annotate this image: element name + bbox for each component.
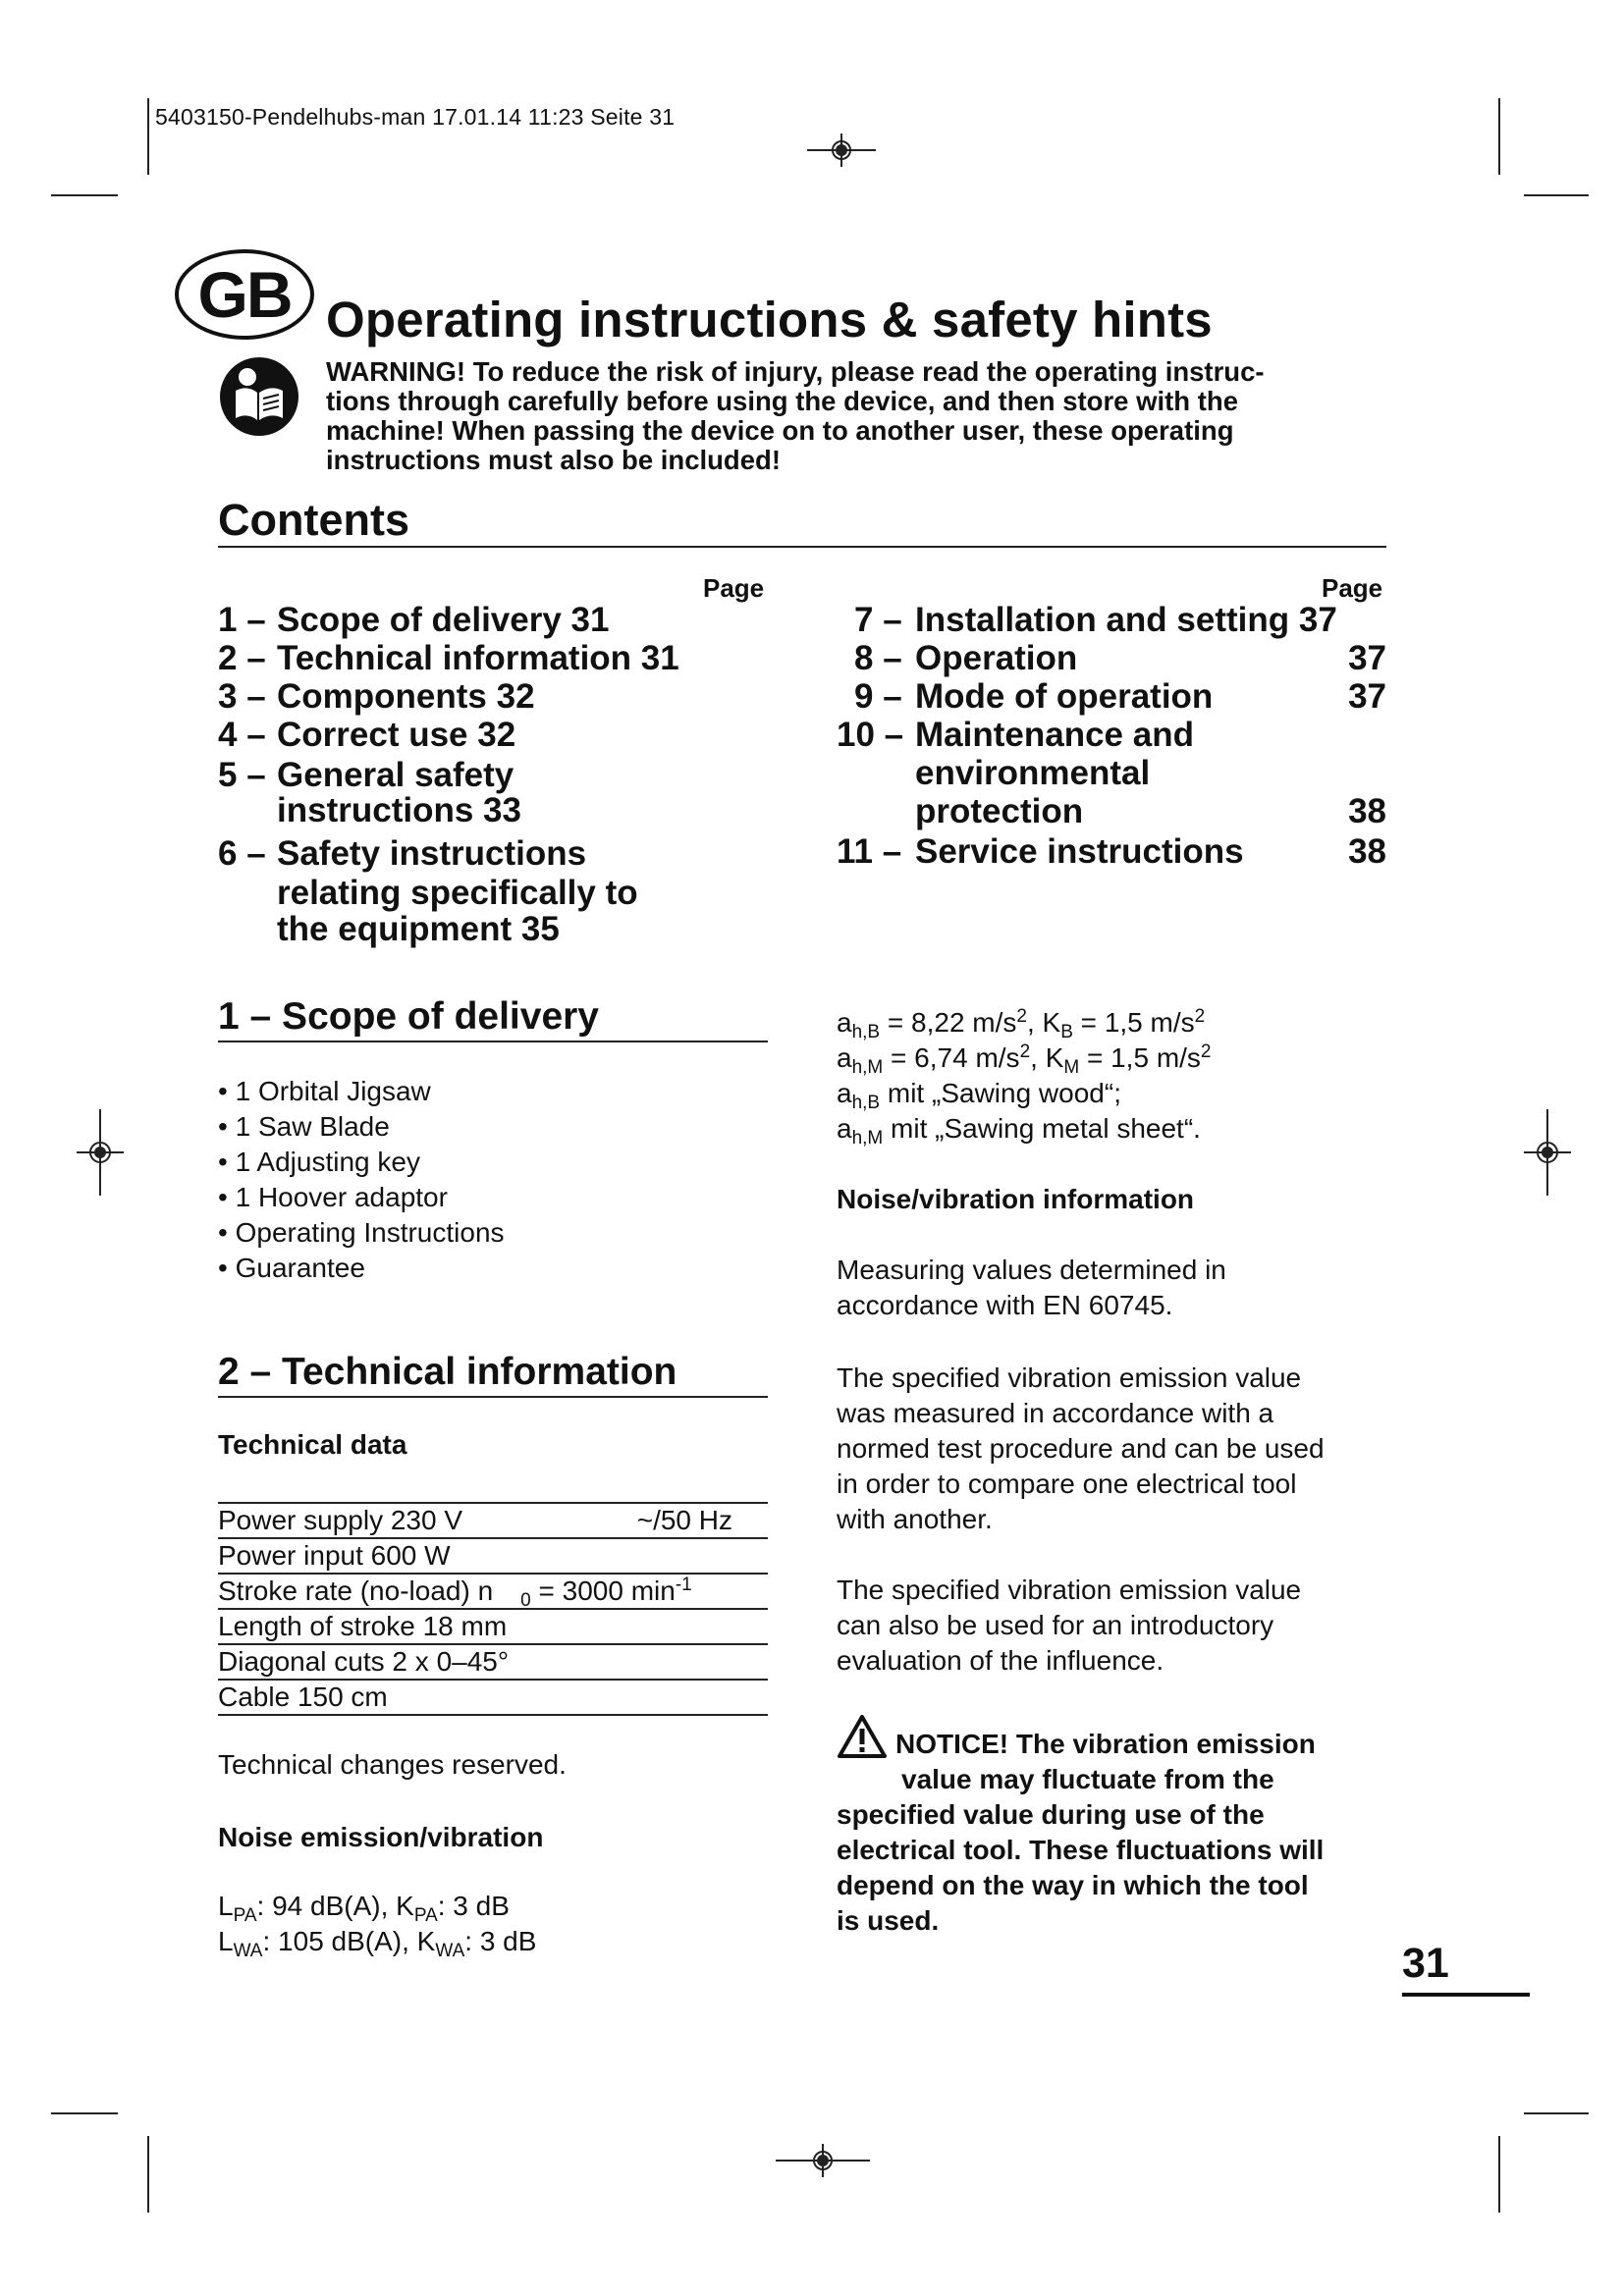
table-cell bbox=[576, 1503, 768, 1538]
value: : 3 dB bbox=[464, 1926, 537, 1956]
symbol: L bbox=[218, 1926, 234, 1956]
table-cell-label: Diagonal cuts 2 x 0–45° bbox=[218, 1646, 510, 1677]
text-line: electrical tool. These fluctuations will bbox=[837, 1835, 1325, 1865]
section-heading: 1 – Scope of delivery bbox=[218, 995, 600, 1038]
text-line: accordance with EN 60745. bbox=[837, 1290, 1173, 1320]
table-cell-label: Power input 600 W bbox=[218, 1540, 451, 1571]
toc-number: 9 – bbox=[854, 677, 902, 716]
subscript: 0 bbox=[520, 1590, 531, 1611]
vibration-line bbox=[837, 1005, 1212, 1041]
warning-line: WARNING! To reduce the risk of injury, please read the operating instruc- bbox=[326, 356, 1265, 387]
superscript: 2 bbox=[1019, 1041, 1031, 1062]
toc-title: Service instructions bbox=[915, 832, 1244, 871]
toc-title: Installation and setting 37 bbox=[915, 601, 1337, 639]
toc-number: 2 – bbox=[218, 639, 266, 677]
country-badge: GB bbox=[175, 249, 314, 340]
table-cell-label: Length of stroke 18 mm bbox=[218, 1611, 508, 1641]
list-item: • Guarantee bbox=[218, 1251, 505, 1286]
symbol: a bbox=[837, 1042, 852, 1073]
divider bbox=[1402, 1993, 1530, 1997]
value: = 1,5 m/s bbox=[1072, 1007, 1195, 1038]
toc-title: Components 32 bbox=[277, 677, 535, 716]
crop-mark bbox=[51, 194, 118, 196]
list-item: • 1 Orbital Jigsaw bbox=[218, 1074, 505, 1109]
table-row bbox=[218, 1680, 768, 1715]
text-line: The specified vibration emission value bbox=[837, 1575, 1302, 1605]
toc-title: environmental bbox=[915, 754, 1151, 792]
toc-title: Maintenance and bbox=[915, 716, 1194, 754]
paragraph bbox=[837, 1253, 1406, 1323]
read-manual-icon bbox=[218, 355, 300, 438]
text-line: with another. bbox=[837, 1504, 993, 1534]
paragraph bbox=[837, 1573, 1406, 1679]
technical-changes-note: Technical changes reserved. bbox=[218, 1749, 567, 1780]
table-cell-label: Stroke rate (no-load) n bbox=[218, 1575, 494, 1606]
list-item: • 1 Saw Blade bbox=[218, 1109, 505, 1145]
table-cell bbox=[218, 1503, 576, 1538]
notice-text: NOTICE! The vibration emission bbox=[895, 1729, 1316, 1759]
symbol: a bbox=[837, 1078, 852, 1108]
symbol: a bbox=[837, 1007, 852, 1038]
value: : 105 dB(A), K bbox=[262, 1926, 436, 1956]
value: : 94 dB(A), K bbox=[256, 1891, 414, 1921]
warning-triangle-icon bbox=[837, 1714, 888, 1759]
crop-mark bbox=[51, 2112, 118, 2114]
page-column-label: Page bbox=[703, 573, 765, 603]
subheading: Noise emission/vibration bbox=[218, 1822, 544, 1852]
divider bbox=[218, 1041, 768, 1042]
table-cell bbox=[218, 1574, 768, 1609]
vibration-line bbox=[837, 1041, 1212, 1076]
warning-line: machine! When passing the device on to another user, these operating bbox=[326, 415, 1234, 446]
toc-right bbox=[837, 601, 1386, 895]
list-item: • 1 Hoover adaptor bbox=[218, 1180, 505, 1215]
subscript: h,B bbox=[851, 1022, 881, 1042]
value: = 6,74 m/s bbox=[883, 1042, 1020, 1073]
page-title: Operating instructions & safety hints bbox=[326, 292, 1213, 347]
subheading: Noise/vibration information bbox=[837, 1184, 1195, 1214]
vibration-values bbox=[837, 1005, 1212, 1147]
toc-title: Mode of operation bbox=[915, 677, 1214, 716]
symbol: L bbox=[218, 1891, 234, 1921]
toc-number: 5 – bbox=[218, 756, 266, 794]
contents-title: Contents bbox=[218, 495, 409, 545]
subscript: B bbox=[1060, 1022, 1073, 1042]
notice-block bbox=[837, 1714, 1386, 1939]
toc-page: 37 bbox=[1348, 677, 1386, 716]
toc-left bbox=[218, 601, 768, 954]
subscript: PA bbox=[413, 1905, 438, 1926]
crop-mark bbox=[1498, 98, 1500, 175]
toc-number: 10 – bbox=[837, 716, 904, 754]
toc-number: 4 – bbox=[218, 716, 266, 754]
table-row bbox=[218, 1644, 768, 1680]
value: = 8,22 m/s bbox=[880, 1007, 1017, 1038]
divider bbox=[218, 546, 1386, 548]
table-row bbox=[218, 1609, 768, 1644]
subscript: h,M bbox=[851, 1057, 884, 1078]
value: mit „Sawing wood“; bbox=[880, 1078, 1121, 1108]
crop-mark bbox=[147, 98, 149, 175]
paragraph bbox=[837, 1361, 1406, 1537]
table-cell-label: Power supply 230 V bbox=[218, 1505, 463, 1535]
delivery-list bbox=[218, 1074, 505, 1286]
text-line: evaluation of the influence. bbox=[837, 1645, 1164, 1676]
page-column-label: Page bbox=[1322, 573, 1383, 603]
lpa-line bbox=[218, 1889, 536, 1924]
toc-title: Scope of delivery 31 bbox=[277, 601, 610, 639]
toc-number: 1 – bbox=[218, 601, 266, 639]
text-line: value may fluctuate from the bbox=[901, 1764, 1274, 1794]
text-line: in order to compare one electrical tool bbox=[837, 1468, 1297, 1499]
table-row bbox=[218, 1538, 768, 1574]
text-line: was measured in accordance with a bbox=[837, 1398, 1274, 1428]
subscript: WA bbox=[233, 1941, 263, 1961]
registration-mark-icon bbox=[77, 1109, 124, 1196]
subscript: h,M bbox=[851, 1128, 884, 1148]
toc-title: Technical information 31 bbox=[277, 639, 679, 677]
registration-mark-icon bbox=[776, 2144, 870, 2177]
value: mit „Sawing metal sheet“. bbox=[883, 1113, 1201, 1144]
toc-number: 3 – bbox=[218, 677, 266, 716]
registration-mark-icon bbox=[807, 133, 876, 167]
value: , K bbox=[1026, 1007, 1061, 1038]
vibration-line bbox=[837, 1111, 1212, 1147]
text-line: Measuring values determined in bbox=[837, 1255, 1226, 1285]
toc-title: relating specifically to bbox=[277, 874, 638, 912]
subscript: M bbox=[1063, 1057, 1080, 1078]
text-line: specified value during use of the bbox=[837, 1799, 1265, 1830]
table-cell bbox=[218, 1680, 768, 1715]
superscript: 2 bbox=[1200, 1041, 1212, 1062]
table-row bbox=[218, 1574, 768, 1609]
value: = 1,5 m/s bbox=[1079, 1042, 1201, 1073]
table-cell bbox=[218, 1644, 768, 1680]
table-row bbox=[218, 1503, 768, 1538]
crop-mark bbox=[1498, 2136, 1500, 2213]
superscript: -1 bbox=[675, 1575, 692, 1595]
toc-number: 8 – bbox=[854, 639, 902, 677]
print-slug: 5403150-Pendelhubs-man 17.01.14 11:23 Seite 31 bbox=[155, 104, 676, 130]
table-cell-label: Cable 150 cm bbox=[218, 1682, 388, 1712]
text-line: depend on the way in which the tool bbox=[837, 1870, 1309, 1900]
subscript: PA bbox=[233, 1905, 257, 1926]
list-item: • Operating Instructions bbox=[218, 1215, 505, 1251]
toc-title: Operation bbox=[915, 639, 1078, 677]
technical-data-table bbox=[218, 1502, 768, 1716]
crop-mark bbox=[1524, 194, 1589, 196]
superscript: 2 bbox=[1016, 1006, 1027, 1027]
lwa-line bbox=[218, 1924, 536, 1959]
vibration-line bbox=[837, 1076, 1212, 1111]
text-line: The specified vibration emission value bbox=[837, 1362, 1302, 1393]
subheading: Technical data bbox=[218, 1429, 407, 1460]
noise-values bbox=[218, 1889, 536, 1959]
toc-title: Correct use 32 bbox=[277, 716, 516, 754]
subscript: h,B bbox=[851, 1093, 881, 1113]
value: , K bbox=[1030, 1042, 1064, 1073]
toc-number: 6 – bbox=[218, 834, 266, 873]
crop-mark bbox=[147, 2136, 149, 2213]
toc-title: Safety instructions bbox=[277, 834, 587, 873]
toc-page: 38 bbox=[1348, 792, 1386, 830]
toc-title: General safety bbox=[277, 756, 514, 794]
table-cell-value: = 3000 min bbox=[538, 1575, 676, 1606]
text-line: normed test procedure and can be used bbox=[837, 1433, 1325, 1464]
superscript: 2 bbox=[1194, 1006, 1206, 1027]
symbol: a bbox=[837, 1113, 852, 1144]
list-item: • 1 Adjusting key bbox=[218, 1145, 505, 1180]
divider bbox=[218, 1396, 768, 1398]
crop-mark bbox=[1524, 2112, 1589, 2114]
table-cell-value: ~/50 Hz bbox=[636, 1505, 732, 1535]
warning-text bbox=[326, 357, 1386, 475]
toc-title: protection bbox=[915, 792, 1084, 830]
warning-line: tions through carefully before using the device, and then store with the bbox=[326, 386, 1238, 416]
toc-number: 11 – bbox=[837, 832, 902, 871]
subscript: WA bbox=[435, 1941, 465, 1961]
toc-number: 7 – bbox=[854, 601, 902, 639]
text-line: is used. bbox=[837, 1905, 940, 1936]
value: : 3 dB bbox=[437, 1891, 510, 1921]
registration-mark-icon bbox=[1524, 1109, 1571, 1196]
page-number: 31 bbox=[1402, 1940, 1449, 1987]
toc-title: the equipment 35 bbox=[277, 910, 560, 948]
toc-page: 37 bbox=[1348, 639, 1386, 677]
toc-page: 38 bbox=[1348, 832, 1386, 871]
section-heading: 2 – Technical information bbox=[218, 1351, 677, 1393]
table-cell bbox=[218, 1538, 768, 1574]
text-line: can also be used for an introductory bbox=[837, 1610, 1274, 1640]
text-line bbox=[837, 1714, 1386, 1762]
table-cell bbox=[218, 1609, 768, 1644]
warning-line: instructions must also be included! bbox=[326, 445, 781, 475]
toc-title: instructions 33 bbox=[277, 791, 521, 829]
